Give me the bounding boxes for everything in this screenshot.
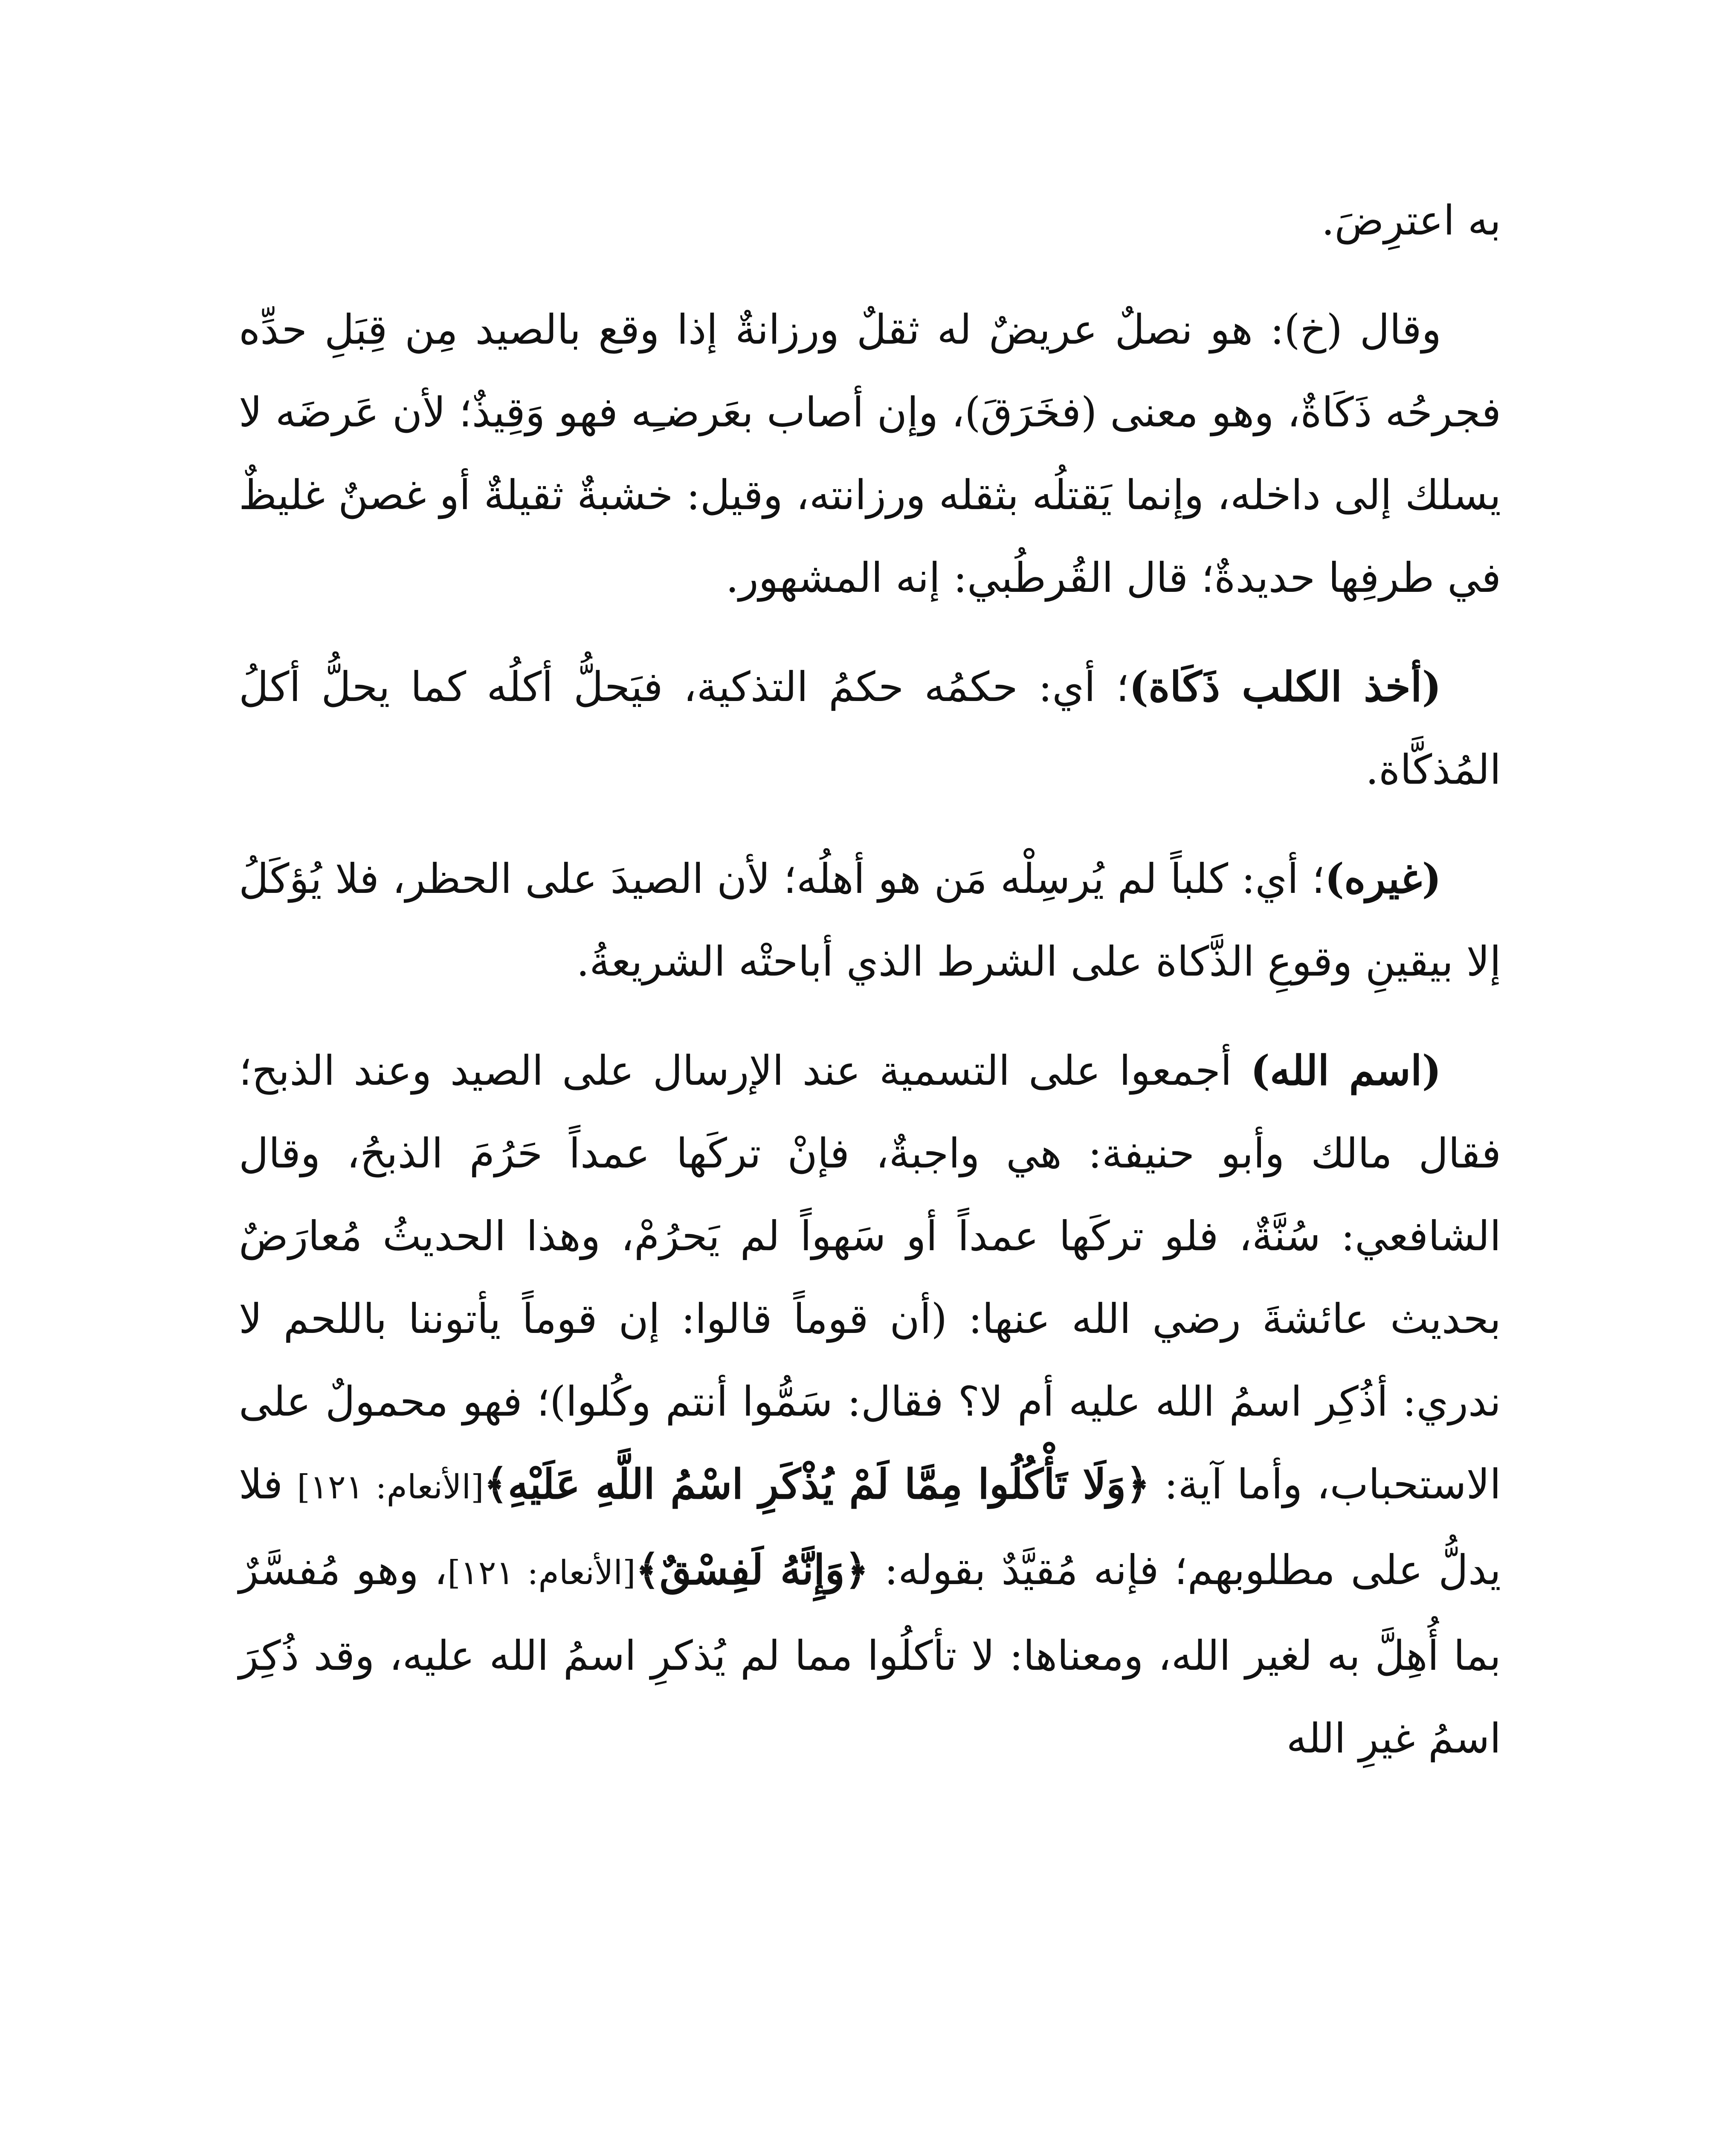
headword: (اسم الله) [1250, 1046, 1442, 1095]
paragraph-tasmiya [239, 1029, 1501, 1780]
text-segment: وقال (خ): هو نصلٌ عريضٌ له ثقلٌ ورزانةٌ إذا وقع بالصيد مِن قِبَلِ حدِّه فجرحُه ذَكَاةٌ، وهو معنى (فخَرَقَ)، وإن أصاب بعَرضـِه فهو وَقِيذٌ؛ لأن عَرضَه لا يسلك إلى داخله، وإنما يَقتلُه بثقله ورزانته، وقيل: خشبةٌ ثقيلةٌ أو غصنٌ غليظٌ في طرفِها حديدةٌ؛ قال القُرطُبي: إنه المشهور. [239, 306, 1501, 602]
headword: (غيره) [1324, 855, 1441, 903]
body-text [239, 179, 1501, 1806]
text-segment: فلا يدلُّ على مطلوبهم؛ فإنه مُقيَّدٌ بقوله: [239, 1460, 1501, 1594]
paragraph-other-dog [239, 837, 1501, 1003]
text-segment: أجمعوا على التسمية عند الإرسال على الصيد وعند الذبح؛ فقال مالك وأبو حنيفة: هي واجبةٌ، فإنْ تركَها عمداً حَرُمَ الذبحُ، وقال الشافعي: سُنَّةٌ، فلو تركَها عمداً أو سَهواً لم يَحرُمْ، وهذا الحديثُ مُعارَضٌ بحديث عائشةَ رضي الله عنها: (أن قوماً قالوا: إن قوماً يأتوننا باللحم لا ندري: أذُكِر اسمُ الله عليه أم لا؟ فقال: سَمُّوا أنتم وكُلوا)؛ فهو محمولٌ على الاستحباب، وأما آية: [239, 1047, 1501, 1508]
quran-verse: ﴿وَإِنَّهُ لَفِسْقٌ﴾ [635, 1546, 869, 1594]
paragraph-khanjar-definition [239, 288, 1501, 619]
text-segment: ؛ أي: حكمُه حكمُ التذكية، فيَحلُّ أكلُه كما يحلُّ أكلُ المُذكَّاة. [239, 663, 1501, 794]
text-segment: ، وهو مُفسَّرٌ بما أُهِلَّ به لغير الله، ومعناها: لا تأكلُوا مما لم يُذكرِ اسمُ الله عليه، وقد ذُكِرَ اسمُ غيرِ الله [239, 1546, 1501, 1762]
paragraph-dog-catch [239, 646, 1501, 811]
paragraph-continuation [239, 179, 1501, 262]
headword: (أخذ الكلب ذَكَاة) [1129, 663, 1442, 711]
quran-verse: ﴿وَلَا تَأْكُلُوا مِمَّا لَمْ يُذْكَرِ اسْمُ اللَّهِ عَلَيْهِ﴾ [484, 1460, 1150, 1508]
text-segment: به اعترِضَ. [1321, 197, 1501, 244]
verse-reference: [الأنعام: ١٢١] [447, 1554, 636, 1592]
verse-reference: [الأنعام: ١٢١] [297, 1468, 484, 1506]
text-segment: ؛ أي: كلباً لم يُرسِلْه مَن هو أهلُه؛ لأن الصيدَ على الحظر، فلا يُؤكَلُ إلا بيقينِ وقوعِ الذَّكاة على الشرط الذي أباحتْه الشريعةُ. [239, 855, 1501, 985]
